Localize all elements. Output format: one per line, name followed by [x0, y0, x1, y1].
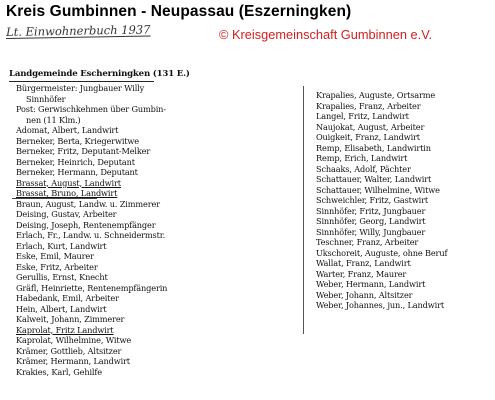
list-item: Deising, Gustav, Arbeiter [16, 209, 117, 219]
list-item: Gerullis, Ernst, Knecht [16, 272, 108, 282]
list-item: Bürgermeister: Jungbauer Willy [16, 83, 145, 93]
list-item: Braun, August, Landw. u. Zimmerer [16, 198, 160, 209]
section-heading: Landgemeinde Escherningken (131 E.) [9, 69, 190, 79]
list-item: Kaprolat, Wilhelmine, Witwe [16, 335, 132, 345]
list-item: Berneker, Hermann, Deputant [16, 167, 138, 177]
list-item: Berneker, Fritz, Deputant-Melker [16, 146, 151, 156]
list-item: Sinnhöfer, Willy, Jungbauer [316, 226, 426, 237]
list-item: Berneker, Heinrich, Deputant [16, 156, 135, 167]
list-item: Krapalies, Franz, Arbeiter [316, 100, 421, 111]
hand-drawn-mark [12, 198, 97, 199]
list-item: Erlach, Fr., Landw. u. Schneidermstr. [16, 230, 166, 240]
list-item: Erlach, Kurt, Landwirt [16, 240, 107, 251]
list-item: Krämer, Hermann, Landwirt [16, 356, 130, 366]
list-item: Wallat, Franz, Landwirt [316, 258, 411, 268]
list-item: Berneker, Berta, Kriegerwitwe [16, 135, 139, 146]
list-item: Adomat, Albert, Landwirt [16, 125, 119, 135]
list-item: Krapalies, Auguste, Ortsarme [316, 90, 436, 100]
list-item: Schattauer, Wilhelmine, Witwe [316, 184, 440, 195]
list-item: Deising, Joseph, Rentenempfänger [16, 219, 156, 230]
list-item: Gräfl, Heinriette, Rentenempfängerin [16, 282, 168, 293]
list-item: Post: Gerwischkehmen über Gumbin- [16, 104, 166, 114]
list-item: Brassat, August, Landwirt [16, 177, 121, 188]
list-item: Kaprolat, Fritz Landwirt [16, 324, 114, 335]
list-item: Brassat, Bruno, Landwirt [16, 188, 118, 198]
list-item: Sinnhöfer [26, 93, 66, 104]
list-item: nen (11 Klm.) [26, 114, 81, 125]
list-item: Hein, Albert, Landwirt [16, 303, 107, 314]
list-item: Schweichler, Fritz, Gastwirt [316, 195, 429, 205]
list-item: Langel, Fritz, Landwirt [316, 111, 409, 121]
left-column-list [16, 83, 306, 377]
list-item: Krakies, Karl, Gehilfe [16, 366, 102, 377]
list-item: Sinnhöfer, Georg, Landwirt [316, 216, 426, 226]
list-item: Warter, Franz, Maurer [316, 268, 407, 279]
column-divider [303, 86, 304, 334]
list-item: Schaaks, Adolf, Pächter [316, 163, 411, 174]
right-column-list [316, 90, 492, 311]
list-item: Remp, Erich, Landwirt [316, 153, 408, 163]
list-item: Schattauer, Walter, Landwirt [316, 174, 432, 184]
page-title: Kreis Gumbinnen - Neupassau (Eszerningken) [6, 3, 352, 20]
list-item: Weber, Johannes, jun., Landwirt [316, 300, 444, 310]
list-item: Krämer, Gottlieb, Altsitzer [16, 345, 122, 356]
list-item: Weber, Johann, Altsitzer [316, 289, 413, 300]
copyright-notice: © Kreisgemeinschaft Gumbinnen e.V. [219, 27, 433, 42]
list-item: Weber, Hermann, Landwirt [316, 279, 426, 289]
list-item: Teschner, Franz, Arbeiter [316, 237, 419, 247]
list-item: Habedank, Emil, Arbeiter [16, 293, 119, 303]
list-item: Sinnhöfer, Fritz, Jungbauer [316, 205, 426, 216]
list-item: Kalweit, Johann, Zimmerer [16, 314, 125, 324]
heading-divider [9, 81, 154, 82]
list-item: Naujokat, August, Arbeiter [316, 121, 425, 132]
list-item: Ukschoreit, Auguste, ohne Beruf [316, 247, 448, 258]
handwritten-subtitle: Lt. Einwohnerbuch 1937 [5, 22, 151, 39]
list-item: Eske, Fritz, Arbeiter [16, 261, 98, 272]
list-item: Eske, Emil, Maurer [16, 251, 94, 261]
list-item: Remp, Elisabeth, Landwirtin [316, 142, 431, 153]
list-item: Ouigkeit, Franz, Landwirt [316, 132, 420, 142]
